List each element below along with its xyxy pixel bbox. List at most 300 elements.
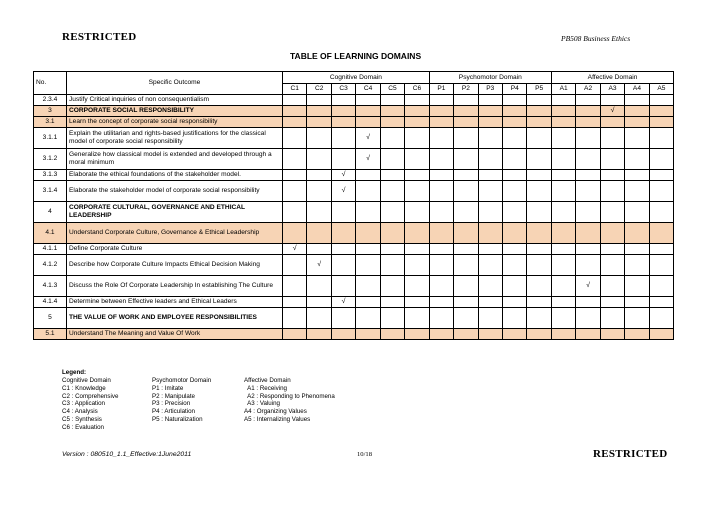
- header-p1: P1: [429, 84, 453, 95]
- cell-c1: [283, 106, 307, 117]
- cell-c6: [405, 106, 430, 117]
- cell-c5: [380, 308, 404, 329]
- cell-a5: [649, 117, 673, 128]
- cell-a2: [576, 223, 600, 244]
- cell-a4: [625, 276, 649, 297]
- header-c3: C3: [331, 84, 355, 95]
- cell-c2: [307, 223, 331, 244]
- cell-a1: [551, 202, 575, 223]
- header-a5: A5: [649, 84, 673, 95]
- row-outcome: Justify Critical inquiries of non consequentialism: [67, 95, 283, 106]
- cell-c4: [356, 297, 380, 308]
- cell-p2: [454, 117, 478, 128]
- header-p5: P5: [527, 84, 551, 95]
- cell-p2: [454, 95, 478, 106]
- cell-p3: [478, 117, 502, 128]
- cell-c3: [331, 223, 355, 244]
- cell-p2: [454, 128, 478, 149]
- cell-p4: [503, 255, 527, 276]
- cell-a5: [649, 149, 673, 170]
- cell-p5: [527, 181, 551, 202]
- cell-c1: [283, 244, 307, 255]
- cell-a2: [576, 128, 600, 149]
- cell-a2: [576, 202, 600, 223]
- cell-p3: [478, 106, 502, 117]
- cell-c2: [307, 181, 331, 202]
- row-number: 2.3.4: [34, 95, 67, 106]
- cell-p3: [478, 329, 502, 340]
- row-number: 4: [34, 202, 67, 223]
- cell-p4: [503, 95, 527, 106]
- header-p4: P4: [503, 84, 527, 95]
- table-row: [34, 255, 674, 276]
- cell-a1: [551, 106, 575, 117]
- row-number: 4.1: [34, 223, 67, 244]
- legend-affective-item: A3 : Valuing: [244, 400, 281, 408]
- learning-domains-table: [33, 71, 674, 340]
- cell-p5: [527, 308, 551, 329]
- cell-c6: [405, 170, 430, 181]
- cell-p2: [454, 202, 478, 223]
- cell-p5: [527, 117, 551, 128]
- cell-c6: [405, 297, 430, 308]
- row-number: 3.1.2: [34, 149, 67, 170]
- cell-a1: [551, 95, 575, 106]
- cell-c2: [307, 329, 331, 340]
- row-outcome: Elaborate the ethical foundations of the stakeholder model.: [67, 170, 283, 181]
- cell-a2: [576, 276, 600, 297]
- row-outcome: Understand The Meaning and Value Of Work: [67, 329, 283, 340]
- cell-p3: [478, 223, 502, 244]
- cell-a3: [600, 149, 624, 170]
- cell-p5: [527, 297, 551, 308]
- cell-a2: [576, 117, 600, 128]
- cell-c1: [283, 95, 307, 106]
- legend-affective-item: A4 : Organizing Values: [244, 408, 307, 416]
- row-number: 4.1.2: [34, 255, 67, 276]
- cell-p5: [527, 202, 551, 223]
- table-row: [34, 149, 674, 170]
- cell-a2: [576, 149, 600, 170]
- check-mark-icon: √: [586, 282, 591, 289]
- cell-c2: [307, 244, 331, 255]
- cell-c5: [380, 117, 404, 128]
- header-c6: C6: [405, 84, 430, 95]
- cell-p1: [429, 255, 453, 276]
- cell-a2: [576, 170, 600, 181]
- row-outcome: Generalize how classical model is extended and developed through a moral minimum: [67, 149, 283, 170]
- row-outcome: Discuss the Role Of Corporate Leadership In establishing The Culture: [67, 276, 283, 297]
- row-number: 3.1.1: [34, 128, 67, 149]
- cell-c6: [405, 255, 430, 276]
- cell-p3: [478, 95, 502, 106]
- cell-p1: [429, 149, 453, 170]
- header-cognitive-domain: Cognitive Domain: [283, 72, 430, 84]
- check-mark-icon: √: [341, 171, 346, 178]
- row-number: 3.1.4: [34, 181, 67, 202]
- cell-c5: [380, 244, 404, 255]
- cell-a1: [551, 255, 575, 276]
- cell-a5: [649, 255, 673, 276]
- cell-c2: [307, 276, 331, 297]
- cell-c1: [283, 329, 307, 340]
- legend-psychomotor-item: P2 : Manipulate: [152, 392, 195, 400]
- table-row: [34, 297, 674, 308]
- cell-p5: [527, 276, 551, 297]
- cell-a2: [576, 255, 600, 276]
- cell-p2: [454, 244, 478, 255]
- cell-c5: [380, 297, 404, 308]
- cell-a3: [600, 244, 624, 255]
- cell-c5: [380, 329, 404, 340]
- cell-p3: [478, 244, 502, 255]
- cell-p1: [429, 117, 453, 128]
- cell-p1: [429, 244, 453, 255]
- cell-a5: [649, 297, 673, 308]
- table-row: [34, 128, 674, 149]
- cell-p4: [503, 170, 527, 181]
- cell-p3: [478, 255, 502, 276]
- cell-c6: [405, 202, 430, 223]
- cell-p5: [527, 244, 551, 255]
- cell-c3: [331, 117, 355, 128]
- cell-c6: [405, 308, 430, 329]
- cell-p2: [454, 329, 478, 340]
- cell-p5: [527, 106, 551, 117]
- header-affective-domain: Affective Domain: [551, 72, 673, 84]
- cell-a1: [551, 297, 575, 308]
- cell-c5: [380, 106, 404, 117]
- cell-p3: [478, 170, 502, 181]
- table-row: [34, 170, 674, 181]
- cell-p2: [454, 276, 478, 297]
- table-row: [34, 202, 674, 223]
- cell-a1: [551, 170, 575, 181]
- legend-psychomotor-item: P3 : Precision: [152, 400, 191, 408]
- row-number: 3.1.3: [34, 170, 67, 181]
- legend-cognitive-item: C2 : Comprehensive: [62, 392, 119, 400]
- cell-a3: [600, 329, 624, 340]
- cell-c5: [380, 181, 404, 202]
- cell-p5: [527, 149, 551, 170]
- cell-c4: [356, 149, 380, 170]
- row-number: 3: [34, 106, 67, 117]
- course-code: PB508 Business Ethics: [561, 34, 631, 43]
- cell-p5: [527, 329, 551, 340]
- cell-p4: [503, 276, 527, 297]
- version-footer: Version : 080510_1.1_Effective:1June2011: [62, 451, 192, 458]
- cell-a1: [551, 276, 575, 297]
- header-c2: C2: [307, 84, 331, 95]
- cell-c5: [380, 223, 404, 244]
- cell-p2: [454, 308, 478, 329]
- cell-c1: [283, 117, 307, 128]
- legend-affective: [244, 377, 335, 424]
- cell-a5: [649, 181, 673, 202]
- cell-a1: [551, 308, 575, 329]
- cell-a5: [649, 202, 673, 223]
- legend-affective-item: Affective Domain: [244, 377, 291, 384]
- cell-p5: [527, 223, 551, 244]
- legend-cognitive-item: C1 : Knowledge: [62, 384, 106, 392]
- cell-p1: [429, 106, 453, 117]
- row-number: 4.1.4: [34, 297, 67, 308]
- cell-a3: [600, 276, 624, 297]
- cell-p1: [429, 181, 453, 202]
- cell-c2: [307, 117, 331, 128]
- cell-a3: [600, 202, 624, 223]
- legend-cognitive-item: C4 : Analysis: [62, 408, 98, 416]
- cell-c1: [283, 181, 307, 202]
- cell-a4: [625, 329, 649, 340]
- cell-c5: [380, 95, 404, 106]
- check-mark-icon: √: [366, 134, 370, 141]
- legend-affective-item: A2 : Responding to Phenomena: [244, 392, 335, 400]
- cell-p1: [429, 128, 453, 149]
- cell-p1: [429, 170, 453, 181]
- check-mark-icon: √: [341, 298, 346, 305]
- cell-p2: [454, 255, 478, 276]
- cell-p1: [429, 276, 453, 297]
- cell-a1: [551, 181, 575, 202]
- cell-c3: [331, 297, 355, 308]
- cell-p4: [503, 329, 527, 340]
- page-number: 10/18: [357, 451, 373, 458]
- cell-c2: [307, 149, 331, 170]
- cell-p4: [503, 128, 527, 149]
- legend-affective-item: A1 : Receiving: [244, 384, 287, 392]
- table-row: [34, 308, 674, 329]
- cell-c4: [356, 329, 380, 340]
- cell-p4: [503, 244, 527, 255]
- cell-c5: [380, 149, 404, 170]
- table-row: [34, 329, 674, 340]
- header-a1: A1: [551, 84, 575, 95]
- legend-title: Legend:: [62, 369, 87, 376]
- cell-a4: [625, 244, 649, 255]
- row-outcome: CORPORATE CULTURAL, GOVERNANCE AND ETHICAL LEADERSHIP: [67, 202, 283, 223]
- cell-c1: [283, 128, 307, 149]
- cell-a5: [649, 244, 673, 255]
- cell-a2: [576, 106, 600, 117]
- cell-p3: [478, 128, 502, 149]
- cell-c1: [283, 308, 307, 329]
- cell-a5: [649, 95, 673, 106]
- cell-a4: [625, 117, 649, 128]
- cell-c3: [331, 255, 355, 276]
- cell-a1: [551, 329, 575, 340]
- cell-c6: [405, 95, 430, 106]
- cell-p3: [478, 276, 502, 297]
- row-outcome: CORPORATE SOCIAL RESPONSIBILITY: [67, 106, 283, 117]
- cell-c4: [356, 308, 380, 329]
- row-outcome: Understand Corporate Culture, Governance & Ethical Leadership: [67, 223, 283, 244]
- cell-c3: [331, 276, 355, 297]
- cell-a4: [625, 181, 649, 202]
- cell-c3: [331, 95, 355, 106]
- cell-p4: [503, 202, 527, 223]
- cell-a4: [625, 297, 649, 308]
- table-row: [34, 106, 674, 117]
- row-outcome: Define Corporate Culture: [67, 244, 283, 255]
- cell-a4: [625, 95, 649, 106]
- cell-a3: [600, 170, 624, 181]
- cell-a2: [576, 329, 600, 340]
- cell-c6: [405, 223, 430, 244]
- cell-a4: [625, 170, 649, 181]
- cell-p1: [429, 202, 453, 223]
- cell-a3: [600, 297, 624, 308]
- cell-c5: [380, 202, 404, 223]
- header-c4: C4: [356, 84, 380, 95]
- cell-a2: [576, 244, 600, 255]
- cell-c1: [283, 170, 307, 181]
- cell-c4: [356, 255, 380, 276]
- row-outcome: Elaborate the stakeholder model of corporate social responsibility: [67, 181, 283, 202]
- cell-p2: [454, 170, 478, 181]
- cell-a5: [649, 276, 673, 297]
- cell-a2: [576, 181, 600, 202]
- cell-c6: [405, 276, 430, 297]
- row-outcome: Explain the utilitarian and rights-based justifications for the classical model of corporate social responsibility: [67, 128, 283, 149]
- cell-a5: [649, 106, 673, 117]
- cell-c6: [405, 181, 430, 202]
- cell-a3: [600, 223, 624, 244]
- legend-cognitive: [62, 377, 118, 432]
- row-number: 3.1: [34, 117, 67, 128]
- restricted-footer: RESTRICTED: [593, 448, 668, 460]
- cell-c2: [307, 202, 331, 223]
- cell-p4: [503, 223, 527, 244]
- cell-a3: [600, 106, 624, 117]
- cell-a1: [551, 223, 575, 244]
- legend-psychomotor-item: P1 : Imitate: [152, 384, 184, 392]
- legend-psychomotor-item: P4 : Articulation: [152, 408, 195, 416]
- row-outcome: Describe how Corporate Culture Impacts Ethical Decision Making: [67, 255, 283, 276]
- row-number: 5: [34, 308, 67, 329]
- cell-c4: [356, 117, 380, 128]
- cell-c2: [307, 128, 331, 149]
- table-row: [34, 276, 674, 297]
- cell-c4: [356, 106, 380, 117]
- legend-psychomotor: [152, 377, 211, 424]
- cell-c1: [283, 255, 307, 276]
- legend-psychomotor-item: Psychomotor Domain: [152, 377, 212, 384]
- cell-p2: [454, 181, 478, 202]
- header-p3: P3: [478, 84, 502, 95]
- cell-c1: [283, 297, 307, 308]
- cell-a5: [649, 170, 673, 181]
- legend-cognitive-item: C5 : Synthesis: [62, 415, 102, 423]
- cell-a4: [625, 128, 649, 149]
- check-mark-icon: √: [610, 107, 615, 114]
- cell-a1: [551, 128, 575, 149]
- cell-c3: [331, 181, 355, 202]
- legend-psychomotor-item: P5 : Naturalization: [152, 415, 203, 423]
- cell-c4: [356, 244, 380, 255]
- cell-a4: [625, 149, 649, 170]
- cell-c2: [307, 297, 331, 308]
- cell-a5: [649, 128, 673, 149]
- cell-p3: [478, 297, 502, 308]
- cell-p5: [527, 255, 551, 276]
- check-mark-icon: √: [366, 155, 370, 162]
- cell-c3: [331, 308, 355, 329]
- cell-p3: [478, 149, 502, 170]
- cell-c3: [331, 128, 355, 149]
- cell-c4: [356, 223, 380, 244]
- table-row: [34, 223, 674, 244]
- cell-p2: [454, 297, 478, 308]
- header-specific-outcome: Specific Outcome: [67, 72, 283, 95]
- cell-c2: [307, 106, 331, 117]
- row-number: 4.1.1: [34, 244, 67, 255]
- cell-a5: [649, 329, 673, 340]
- cell-c1: [283, 276, 307, 297]
- cell-c6: [405, 117, 430, 128]
- cell-c3: [331, 244, 355, 255]
- cell-c5: [380, 255, 404, 276]
- cell-a3: [600, 117, 624, 128]
- cell-p4: [503, 149, 527, 170]
- cell-p1: [429, 223, 453, 244]
- cell-a2: [576, 308, 600, 329]
- cell-c4: [356, 202, 380, 223]
- cell-c3: [331, 106, 355, 117]
- cell-a3: [600, 308, 624, 329]
- cell-c3: [331, 149, 355, 170]
- cell-c6: [405, 329, 430, 340]
- row-outcome: Learn the concept of corporate social responsibility: [67, 117, 283, 128]
- row-number: 5.1: [34, 329, 67, 340]
- cell-p2: [454, 223, 478, 244]
- table-row: [34, 95, 674, 106]
- header-a4: A4: [625, 84, 649, 95]
- legend: [62, 369, 335, 431]
- cell-c6: [405, 149, 430, 170]
- cell-c5: [380, 128, 404, 149]
- cell-a4: [625, 308, 649, 329]
- legend-cognitive-item: C3 : Application: [62, 400, 105, 408]
- cell-c1: [283, 202, 307, 223]
- cell-c2: [307, 95, 331, 106]
- cell-c4: [356, 95, 380, 106]
- cell-a4: [625, 202, 649, 223]
- check-mark-icon: √: [341, 187, 346, 194]
- cell-p1: [429, 308, 453, 329]
- cell-a2: [576, 95, 600, 106]
- row-outcome: Determine between Effective leaders and Ethical Leaders: [67, 297, 283, 308]
- cell-c1: [283, 223, 307, 244]
- cell-a4: [625, 255, 649, 276]
- cell-a5: [649, 223, 673, 244]
- header-c5: C5: [380, 84, 404, 95]
- table-row: [34, 117, 674, 128]
- cell-c2: [307, 170, 331, 181]
- cell-p5: [527, 128, 551, 149]
- cell-a1: [551, 117, 575, 128]
- cell-c6: [405, 244, 430, 255]
- cell-a4: [625, 223, 649, 244]
- page-title: TABLE OF LEARNING DOMAINS: [290, 51, 422, 61]
- row-outcome: THE VALUE OF WORK AND EMPLOYEE RESPONSIBILITIES: [67, 308, 283, 329]
- cell-a1: [551, 244, 575, 255]
- cell-c6: [405, 128, 430, 149]
- legend-cognitive-item: C6 : Evaluation: [62, 423, 104, 431]
- header-psychomotor-domain: Psychomotor Domain: [429, 72, 551, 84]
- cell-c4: [356, 276, 380, 297]
- cell-p4: [503, 308, 527, 329]
